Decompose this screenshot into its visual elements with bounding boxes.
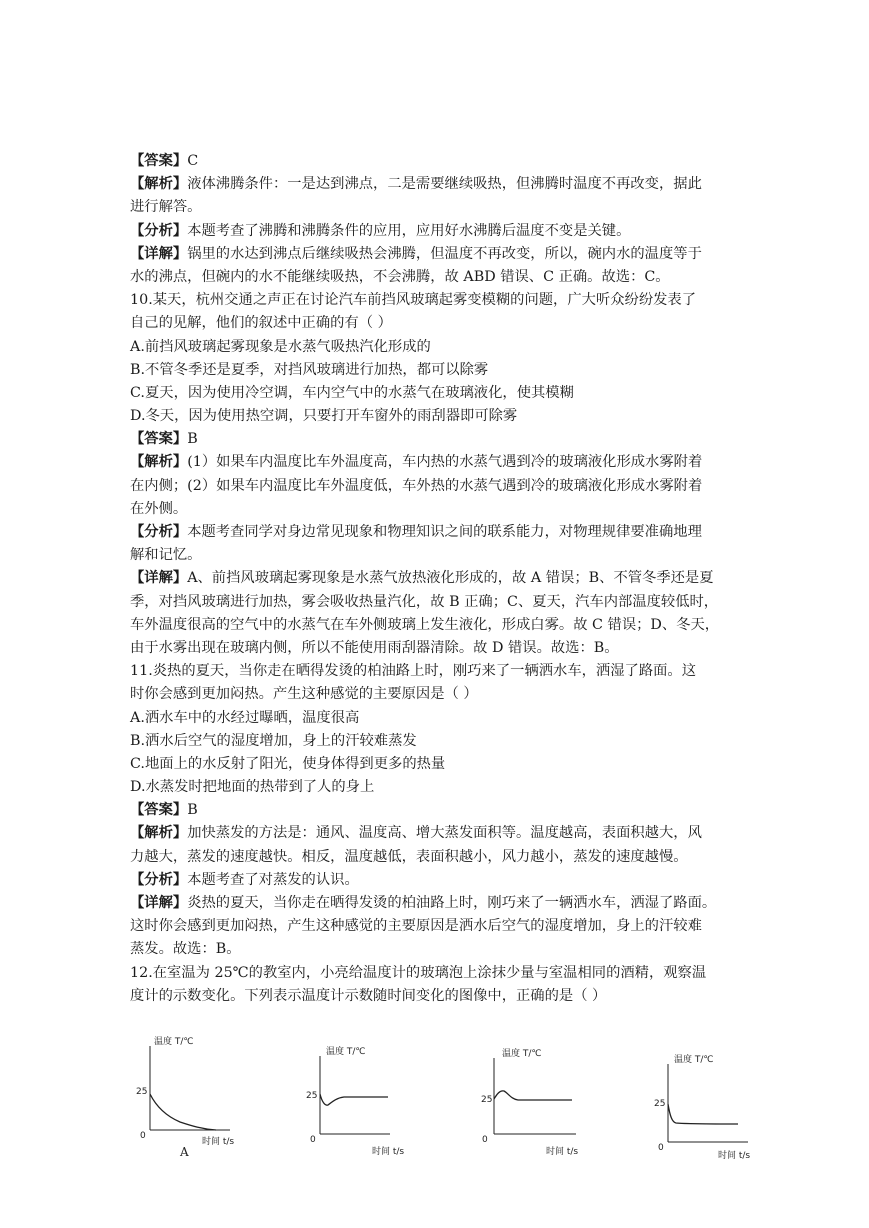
line-text: 在内侧；(2）如果车内温度比车外温度低，车外热的水蒸气遇到冷的玻璃液化形成水雾附着 [130,477,703,494]
line-text: 液体沸腾条件：一是达到沸点，二是需要继续吸热，但沸腾时温度不再改变，据此 [187,176,702,193]
text-line [130,683,740,706]
line-text: B.洒水后空气的湿度增加，身上的汗较难蒸发 [130,732,417,749]
text-line [130,730,740,753]
text-line [130,822,740,845]
line-text: A.前挡风玻璃起雾现象是水蒸气吸热汽化形成的 [130,338,431,355]
line-text: 在外侧。 [130,500,188,517]
line-text: 本题考查了对蒸发的认识。 [187,871,359,888]
graph-origin: 0 [482,1135,488,1145]
line-text: D.冬天，因为使用热空调，只要打开车窗外的雨刮器即可除雾 [130,408,518,425]
graph-tick-25: 25 [481,1095,493,1105]
section-tag: 【分析】 [130,871,188,888]
graph-option-letter: A [180,1145,189,1159]
text-line [130,892,740,915]
graph-y-label: 温度 T/℃ [326,1047,366,1057]
text-line [130,498,740,521]
text-line [130,336,740,359]
graph-tick-25: 25 [654,1099,666,1109]
graph-option-d[interactable] [648,1050,778,1184]
graph-x-label: 时间 t/s [546,1147,579,1157]
line-text: 加快蒸发的方法是：通风、温度高、增大蒸发面积等。温度越高，表面积越大，风 [187,825,702,842]
graph-curve [668,1104,738,1124]
question-text-block [130,150,740,1008]
line-text: 力越大，蒸发的速度越快。相反，温度越低，表面积越小，风力越小，蒸发的速度越慢。 [130,848,688,865]
line-text: 11.炎热的夏天，当你走在晒得发烫的柏油路上时，刚巧来了一辆洒水车，洒湿了路面。这 [130,663,697,680]
graph-y-label: 温度 T/℃ [502,1049,542,1059]
graph-option-a[interactable] [130,1030,260,1164]
line-text: C [187,153,199,169]
text-line [130,985,740,1008]
text-line [130,776,740,799]
graph-y-label: 温度 T/℃ [674,1055,714,1065]
line-text: A、前挡风玻璃起雾现象是水蒸气放热液化形成的，故 A 错误；B、不管冬季还是夏 [187,570,714,587]
graph-curve [320,1094,388,1105]
line-text: 解和记忆。 [130,547,202,564]
text-line [130,707,740,730]
graph-origin: 0 [140,1131,146,1141]
answer-graphs [0,1030,869,1228]
text-line [130,938,740,961]
line-text: 12.在室温为 25℃的教室内，小亮给温度计的玻璃泡上涂抹少量与室温相同的酒精，观察温 [130,964,707,981]
line-text: B [187,802,198,819]
text-line [130,196,740,219]
text-line [130,428,740,451]
text-line [130,660,740,683]
text-line [130,614,740,637]
text-line [130,382,740,405]
text-line [130,846,740,869]
graph-option-b[interactable] [300,1042,430,1176]
line-text: 炎热的夏天，当你走在晒得发烫的柏油路上时，刚巧来了一辆洒水车，洒湿了路面。 [187,895,717,911]
line-text: 季，对挡风玻璃进行加热，雾会吸收热量汽化，故 B 正确；C、夏天，汽车内部温度较低时， [130,593,719,610]
line-text: (1）如果车内温度比车外温度高，车内热的水蒸气遇到冷的玻璃液化形成水雾附着 [187,454,703,471]
graph-y-label: 温度 T/℃ [154,1037,194,1047]
section-tag: 【详解】 [130,895,188,911]
text-line [130,869,740,892]
text-line [130,591,740,614]
line-text: C.地面上的水反射了阳光，使身体得到更多的热量 [130,755,446,772]
text-line [130,799,740,822]
text-line [130,451,740,474]
graph-x-label: 时间 t/s [202,1137,235,1147]
section-tag: 【答案】 [130,153,188,169]
line-text: 度计的示数变化。下列表示温度计示数随时间变化的图像中，正确的是（ ） [130,987,607,1004]
line-text: 时你会感到更加闷热。产生这种感觉的主要原因是（ ） [130,686,478,703]
section-tag: 【解析】 [130,454,188,471]
text-line [130,220,740,243]
text-line [130,359,740,382]
graph-origin: 0 [310,1135,316,1145]
line-text: B [187,431,198,448]
text-line [130,753,740,776]
line-text: 本题考查同学对身边常见现象和物理知识之间的联系能力，对物理规律要准确地理 [187,524,702,540]
graph-origin: 0 [658,1143,664,1153]
line-text: 由于水雾出现在玻璃内侧，所以不能使用雨刮器清除。故 D 错误。故选：B。 [130,639,619,656]
text-line [130,289,740,312]
line-text: 蒸发。故选：B。 [130,941,241,958]
line-text: 进行解答。 [130,199,202,216]
section-tag: 【解析】 [130,176,188,193]
section-tag: 【分析】 [130,222,188,239]
line-text: B.不管冬季还是夏季，对挡风玻璃进行加热，都可以除雾 [130,361,489,378]
section-tag: 【解析】 [130,825,188,842]
line-text: 车外温度很高的空气中的水蒸气在车外侧玻璃上发生液化，形成白雾。故 C 错误；D、冬天， [130,616,720,633]
line-text: 这时你会感到更加闷热，产生这种感觉的主要原因是洒水后空气的湿度增加，身上的汗较难 [130,918,702,935]
text-line [130,637,740,660]
section-tag: 【详解】 [130,245,188,262]
graph-x-label: 时间 t/s [718,1151,751,1161]
graph-option-c[interactable] [472,1042,602,1176]
graph-curve [494,1091,572,1100]
line-text: 自己的见解，他们的叙述中正确的有（ ） [130,315,392,332]
line-text: 水的沸点，但碗内的水不能继续吸热，不会沸腾，故 ABD 错误、C 正确。故选：C。 [130,268,670,285]
graph-curve [150,1094,216,1130]
text-line [130,521,740,544]
text-line [130,150,740,173]
line-text: 锅里的水达到沸点后继续吸热会沸腾，但温度不再改变，所以，碗内水的温度等于 [187,245,702,262]
text-line [130,544,740,567]
line-text: 10.某天，杭州交通之声正在讨论汽车前挡风玻璃起雾变模糊的问题，广大听众纷纷发表了 [130,292,697,309]
section-tag: 【答案】 [130,431,188,448]
text-line [130,567,740,590]
line-text: A.洒水车中的水经过曝晒，温度很高 [130,709,360,726]
text-line [130,173,740,196]
text-line [130,915,740,938]
line-text: 本题考查了沸腾和沸腾条件的应用，应用好水沸腾后温度不变是关键。 [187,222,631,239]
text-line [130,312,740,335]
text-line [130,266,740,289]
graph-tick-25: 25 [306,1091,318,1101]
section-tag: 【答案】 [130,802,188,819]
text-line [130,243,740,266]
section-tag: 【分析】 [130,524,188,540]
text-line [130,405,740,428]
graph-tick-25: 25 [136,1087,148,1097]
graph-x-label: 时间 t/s [372,1147,405,1157]
line-text: C.夏天，因为使用冷空调，车内空气中的水蒸气在玻璃液化，使其模糊 [130,384,574,401]
text-line [130,962,740,985]
section-tag: 【详解】 [130,570,188,587]
text-line [130,475,740,498]
line-text: D.水蒸发时把地面的热带到了人的身上 [130,779,375,796]
